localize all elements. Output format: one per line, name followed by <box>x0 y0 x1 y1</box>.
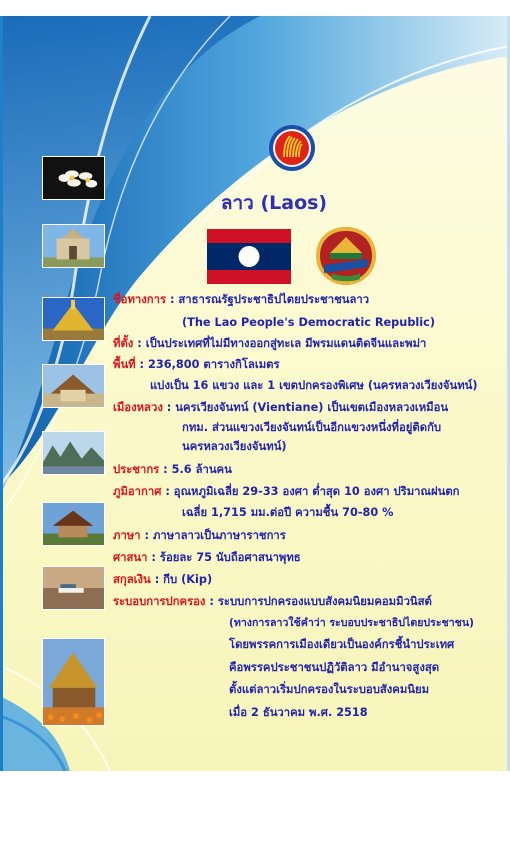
fact-value: กทม. ส่วนแขวงเวียงจันทน์เป็นอีกแขวงหนึ่งที่อยู่ติดกับ <box>182 421 442 434</box>
fact-government: ระบอบการปกครอง : ระบบการปกครองแบบสังคมนิยมคอมมิวนิสต์ <box>113 595 432 608</box>
fact-capital-cont-2 <box>182 440 287 454</box>
mekong-boat-photo <box>42 566 105 610</box>
fact-label: ระบอบการปกครอง <box>113 595 206 608</box>
pha-that-luang-photo <box>42 297 105 341</box>
fact-religion: ศาสนา : ร้อยละ 75 นับถือศาสนาพุทธ <box>113 551 301 564</box>
fact-value: คือพรรคประชาชนปฏิวัติลาว มีอำนาจสูงสุด <box>229 661 440 674</box>
fact-value: ตั้งแต่ลาวเริ่มปกครองในระบอบสังคมนิยม <box>229 683 430 696</box>
fact-location: ที่ตั้ง : เป็นประเทศที่ไม่มีทางออกสู่ทะเล มีพรมแดนติดจีนและพม่า <box>113 337 427 350</box>
fact-government-cont-4 <box>229 683 429 697</box>
fact-official-name: ชื่อทางการ : สาธารณรัฐประชาธิปไตยประชาชนลาว <box>113 293 370 306</box>
fact-label: ศาสนา <box>113 551 148 564</box>
fact-label: ที่ตั้ง <box>113 337 134 350</box>
fact-value: อุณหภูมิเฉลี่ย 29-33 องศา ต่ำสุด 10 องศา ปริมาณฝนตก <box>173 485 460 498</box>
fact-value: แบ่งเป็น 16 แขวง และ 1 เขตปกครองพิเศษ (นครหลวงเวียงจันทน์) <box>150 379 478 392</box>
fact-label: ภาษา <box>113 529 141 542</box>
fact-climate-cont <box>182 506 394 520</box>
fact-currency: สกุลเงิน : กีบ (Kip) <box>113 573 213 586</box>
patuxai-monument-photo <box>42 224 105 268</box>
limestone-mountains-photo <box>42 431 105 475</box>
fact-government-cont-3 <box>229 661 439 675</box>
fact-value: 236,800 ตารางกิโลเมตร <box>148 358 280 371</box>
fact-label: ภูมิอากาศ <box>113 485 162 498</box>
laos-emblem <box>312 225 380 287</box>
laos-flag <box>207 229 291 284</box>
fact-value: เมื่อ 2 ธันวาคม พ.ศ. 2518 <box>229 706 368 719</box>
fact-government-cont-5 <box>229 706 368 720</box>
fact-value: (ทางการลาวใช้คำว่า ระบอบประชาธิปไตยประชาชน) <box>229 617 474 629</box>
fact-population: ประชากร : 5.6 ล้านคน <box>113 463 232 476</box>
fact-value: กีบ (Kip) <box>163 573 213 586</box>
fact-value: ระบบการปกครองแบบสังคมนิยมคอมมิวนิสต์ <box>217 595 432 608</box>
fact-climate: ภูมิอากาศ : อุณหภูมิเฉลี่ย 29-33 องศา ต่ำสุด 10 องศา ปริมาณฝนตก <box>113 485 460 498</box>
fact-label: พื้นที่ <box>113 358 136 371</box>
fact-value: เฉลี่ย 1,715 มม.ต่อปี ความชื้น 70-80 % <box>182 506 394 519</box>
fact-value: 5.6 ล้านคน <box>171 463 232 476</box>
fact-area: พื้นที่ : 236,800 ตารางกิโลเมตร <box>113 358 280 371</box>
asean-logo <box>268 124 316 172</box>
fact-value: เป็นประเทศที่ไม่มีทางออกสู่ทะเล มีพรมแดนติดจีนและพม่า <box>145 337 427 350</box>
fact-value: นครหลวงเวียงจันทน์) <box>182 440 287 453</box>
fact-capital-cont-1 <box>182 421 441 435</box>
country-title: ลาว (Laos) <box>220 192 328 214</box>
fact-value: ภาษาลาวเป็นภาษาราชการ <box>152 529 286 542</box>
fact-value: นครเวียงจันทน์ (Vientiane) เป็นเขตเมืองหลวงเหมือน <box>175 401 449 414</box>
fact-label: ประชากร <box>113 463 160 476</box>
fact-area-divisions <box>150 379 478 393</box>
temple-offerings-photo <box>42 638 105 726</box>
fact-label: เมืองหลวง <box>113 401 163 414</box>
fact-government-cont-2 <box>229 638 454 652</box>
fact-label: สกุลเงิน <box>113 573 151 586</box>
fact-value: โดยพรรคการเมืองเดียวเป็นองค์กรชี้นำประเทศ <box>229 638 455 651</box>
fact-value: สาธารณรัฐประชาธิปไตยประชาชนลาว <box>178 293 370 306</box>
temple-roof-photo <box>42 364 105 408</box>
fact-value: ร้อยละ 75 นับถือศาสนาพุทธ <box>159 551 301 564</box>
fact-value: (The Lao People's Democratic Republic) <box>182 316 436 329</box>
fact-language: ภาษา : ภาษาลาวเป็นภาษาราชการ <box>113 529 286 542</box>
fact-label: ชื่อทางการ <box>113 293 167 306</box>
wat-pavilion-photo <box>42 502 105 546</box>
fact-capital: เมืองหลวง : นครเวียงจันทน์ (Vientiane) เป็นเขตเมืองหลวงเหมือน <box>113 401 449 414</box>
laos-info-poster <box>0 16 510 771</box>
fact-government-cont-1 <box>229 616 474 630</box>
fact-official-name-english <box>182 316 435 330</box>
